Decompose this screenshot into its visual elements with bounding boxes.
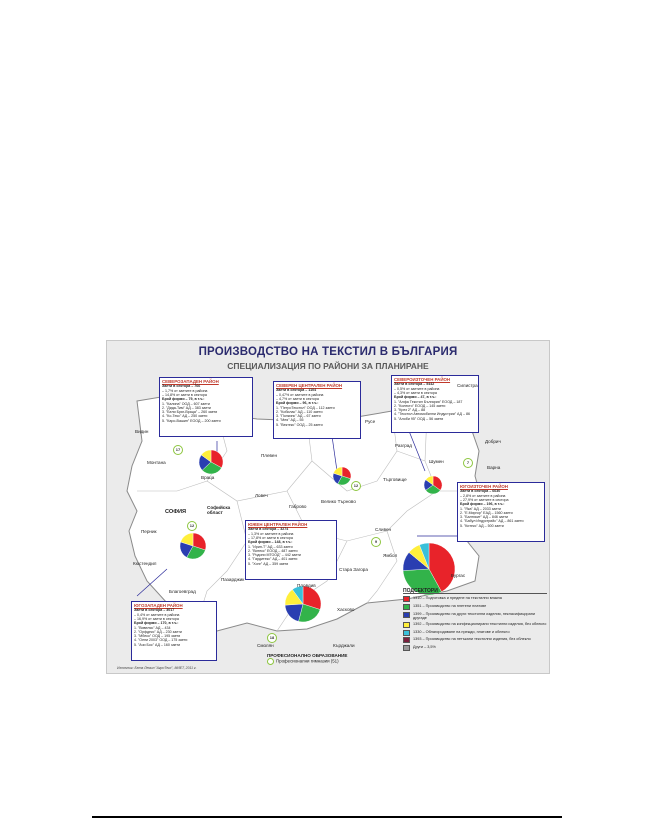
city-razgrad: Разград — [395, 443, 412, 448]
region-box-nc — [273, 381, 361, 439]
school-count-ne: 7 — [463, 458, 473, 468]
legend-label: 1393 – Производство на нетъкани текстилни изделия, без облекло — [413, 637, 531, 642]
legend-swatch — [403, 622, 410, 628]
education-item-label: Професионални гимназии (51) — [276, 658, 339, 664]
region-item: 3. "Родопи МТООД" – 442 заети — [248, 553, 301, 558]
region-firms: Брой фирми – 47, в т.ч.: — [394, 395, 437, 400]
city-sliven: Сливен — [375, 527, 392, 532]
region-employed: Заети в сектора – 3017 — [134, 608, 175, 613]
city-pleven: Плевен — [261, 453, 278, 458]
legend-swatch — [403, 604, 410, 610]
region-box-se — [457, 482, 545, 542]
region-item: 5. "Каро-Вашин" ЕООД – 200 заети — [162, 418, 221, 423]
region-item: 4. "Мея" АД – 55 — [276, 418, 304, 423]
legend-row — [403, 630, 547, 636]
city-varna: Варна — [487, 465, 501, 470]
region-item: 2. "Витекс" ЕООД – 487 заети — [248, 548, 298, 553]
region-item: 2. "Колекто" ЕООД – 145 заети — [394, 403, 446, 408]
city-vtarnovo: Велико Търново — [321, 499, 356, 504]
city-kyustendil: Кюстендил — [133, 561, 157, 566]
city-smolyan: Смолян — [257, 643, 274, 648]
school-count-nw: 17 — [173, 445, 183, 455]
region-item: 5. "Хонг" АД – 359 заети — [248, 561, 289, 566]
school-count-nc: 12 — [351, 481, 361, 491]
city-yambol: Ямбол — [383, 553, 398, 558]
region-item: 4. "Текстил Автомобилни Индустрии" АД – 86 — [394, 412, 470, 417]
figure-title: ПРОИЗВОДСТВО НА ТЕКСТИЛ В БЪЛГАРИЯ — [198, 346, 458, 358]
subsector-legend — [403, 589, 547, 652]
region-box-nw — [159, 377, 253, 437]
region-item: 5. "Алоби 95" ООД – 56 заети — [394, 416, 444, 421]
city-blagoevgrad: Благоевград — [169, 589, 196, 594]
legend-row — [403, 612, 547, 621]
region-heading: СЕВЕРОИЗТОЧЕН РАЙОН — [394, 377, 451, 382]
region-item: 1. "Алфа Текстил България" ЕООД – 187 — [394, 399, 463, 404]
school-count-se: 9 — [371, 537, 381, 547]
city-vidin: Видин — [135, 429, 149, 434]
region-heading: ЮГОЗАПАДЕН РАЙОН — [134, 603, 183, 608]
city-pazardzhik: Пазарджик — [221, 577, 245, 582]
textile-map-figure — [106, 340, 550, 674]
legend-row — [403, 622, 547, 628]
school-count-sw: 12 — [187, 521, 197, 531]
region-line1: – 0,47% от заетите в района — [276, 392, 324, 397]
legend-label: 1330 – Облагородяване на прежди, платове и облекло — [413, 629, 510, 634]
city-sofia: СОФИЯ — [165, 509, 187, 515]
city-dobrich: Добрич — [485, 439, 501, 444]
region-firms: Брой фирми – 148, в т.ч.: — [248, 540, 293, 545]
city-lovech: Ловеч — [255, 493, 268, 498]
region-line2: – 4,7% от заети в сектора — [276, 397, 319, 401]
region-firms: Брой фирми – 96, в т.ч.: — [276, 401, 319, 406]
region-employed: Заети в сектора – 6630 — [460, 489, 501, 494]
region-item: 3. "Бели Бряг-Враца" – 260 заети — [162, 410, 218, 415]
legend-row — [403, 596, 547, 602]
region-item: 4. "Ко-Текс" АД – 250 заети — [162, 414, 208, 419]
region-item: 1. "ПетроТекстил" ООД – 112 заети — [276, 405, 335, 410]
region-item: 4. "Оени 2003" ООД – 175 заети — [134, 638, 188, 643]
legend-swatch — [403, 630, 410, 636]
region-item: 2. "Е.Миргор" ЕАД – 1560 заети — [460, 510, 513, 515]
region-line1: – 0,5% от заетите в района — [394, 386, 440, 391]
region-item: 3. "Балтикит" АД – 846 заети — [460, 515, 508, 520]
city-montana: Монтана — [147, 460, 166, 465]
region-line2: – 16,9% от заети в сектора — [134, 617, 179, 621]
city-gabrovo: Габрово — [289, 504, 307, 509]
region-item: 1. "Яка" АД – 2033 заети — [460, 506, 501, 511]
city-ruse: Русе — [365, 419, 376, 424]
region-firms: Брой фирми – 79, в т.ч.: — [162, 397, 205, 402]
city-vratsa: Враца — [201, 475, 215, 480]
region-item: 4. "Гардитекс" АД – 401 заети — [248, 557, 298, 562]
region-item: 3. "Полкинс" АД – 67 заети — [276, 414, 321, 419]
figure-subtitle: СПЕЦИАЛИЗАЦИЯ ПО РАЙОНИ ЗА ПЛАНИРАНЕ — [227, 361, 429, 371]
city-pernik: Перник — [141, 529, 157, 534]
region-line2: – 27,9% от заетите в сектора — [460, 498, 509, 502]
city-sofia-obl: Софийска област — [207, 505, 231, 515]
city-kardzhali: Кърджали — [333, 643, 355, 648]
legend-swatch — [403, 637, 410, 643]
region-line2: – 4,3% от заети в сектора — [394, 391, 437, 395]
region-firms: Брой фирми – 170, в т.ч.: — [134, 621, 179, 626]
legend-label: Други – 3,5% — [413, 644, 436, 649]
region-item: 4. "Бабул Индустрийс" АД – 861 заети — [460, 519, 524, 524]
legend-swatch — [403, 596, 410, 602]
region-employed: Заети в сектора – 1104 — [276, 388, 317, 393]
region-item: 5. "Вектекс" ООД – 25 заети — [276, 422, 323, 427]
region-employed: Заети в сектора – 3274 — [248, 527, 289, 532]
region-heading: ЮЖЕН ЦЕНТРАЛЕН РАЙОН — [248, 522, 308, 527]
city-burgas: Бургас — [451, 573, 466, 578]
city-stara-zagora: Стара Загора — [339, 567, 368, 572]
region-heading: СЕВЕРЕН ЦЕНТРАЛЕН РАЙОН — [276, 383, 343, 388]
education-item — [267, 658, 347, 665]
region-line1: – 1,3% от заетите в района — [248, 531, 294, 536]
city-haskovo: Хасково — [337, 607, 355, 612]
region-item: 1. "Калина" ООД – 607 заети — [162, 401, 210, 406]
region-item: 3. "Мбеко" ООД – 195 заети — [134, 634, 181, 639]
legend-label: 1399 – Производство на други текстилни изделия, некласифицирани другаде — [413, 611, 535, 620]
region-item: 2. "Кобилас" АД – 110 заети — [276, 409, 323, 414]
region-employed: Заети в сектора – 5442 — [394, 382, 435, 387]
legend-label: 1310 – Подготовка и предене на текстилни влакна — [413, 596, 502, 601]
legend-row — [403, 637, 547, 643]
education-heading: ПРОФЕСИОНАЛНО ОБРАЗОВАНИЕ — [267, 653, 348, 658]
region-heading: ЮГОИЗТОЧЕН РАЙОН — [460, 484, 508, 489]
region-item: 3. "Крез 2" АД – 88 — [394, 408, 426, 413]
region-item: 5. "Ачи Бос" АД – 160 заети — [134, 642, 181, 647]
region-box-sw — [131, 601, 217, 661]
region-line1: – 0,4% от заетите в района — [134, 612, 180, 617]
region-item: 1. "Вивеляс" АД – 434 — [134, 625, 171, 630]
region-employed: Заети в сектора – 766 — [162, 384, 201, 389]
school-circle-icon — [267, 658, 274, 665]
education-legend — [267, 653, 347, 665]
region-item: 1. "Ирин-Т" АД – 633 заети — [248, 544, 293, 549]
region-box-sc — [245, 520, 337, 580]
region-item: 2. "Дида-Тим" АД – 383 заети — [162, 405, 211, 410]
region-item: 2. "Орфдекс" АД – 230 заети — [134, 629, 182, 634]
city-shumen: Шумен — [429, 459, 444, 464]
legend-label: 1351 – Производство на плетени платове — [413, 604, 487, 608]
legend-label: 1392 – Производство на конфекционирани текстилни изделия, без облекло — [413, 622, 547, 626]
region-line1: – 2,8% от заетите в района — [460, 493, 506, 498]
region-line2: – 14,8% от заети в сектора — [162, 393, 207, 397]
region-firms: Брой фирми – 196, в т.ч.: — [460, 502, 505, 507]
legend-swatch — [403, 645, 410, 651]
city-silistra: Силистра — [457, 383, 478, 388]
city-targovishte: Търговище — [383, 477, 407, 482]
region-line1: – 1,7% от заетите в района — [162, 388, 208, 393]
city-plovdiv: Пловдив — [297, 583, 316, 588]
legend-row — [403, 645, 547, 651]
legend-heading: ПОДСЕКТОРИ — [403, 589, 547, 594]
figure-source: Източник: Бета Лемил "АгроТекс", МИЕТ, 2011 г. — [117, 666, 197, 670]
region-line2: – 17,8% от заети в сектора — [248, 536, 293, 540]
legend-row — [403, 604, 547, 610]
legend-swatch — [403, 612, 410, 618]
region-item: 5. "Китекс" АД – 500 заети — [460, 523, 504, 528]
school-count-sc: 18 — [267, 633, 277, 643]
region-heading: СЕВЕРОЗАПАДЕН РАЙОН — [162, 379, 219, 384]
